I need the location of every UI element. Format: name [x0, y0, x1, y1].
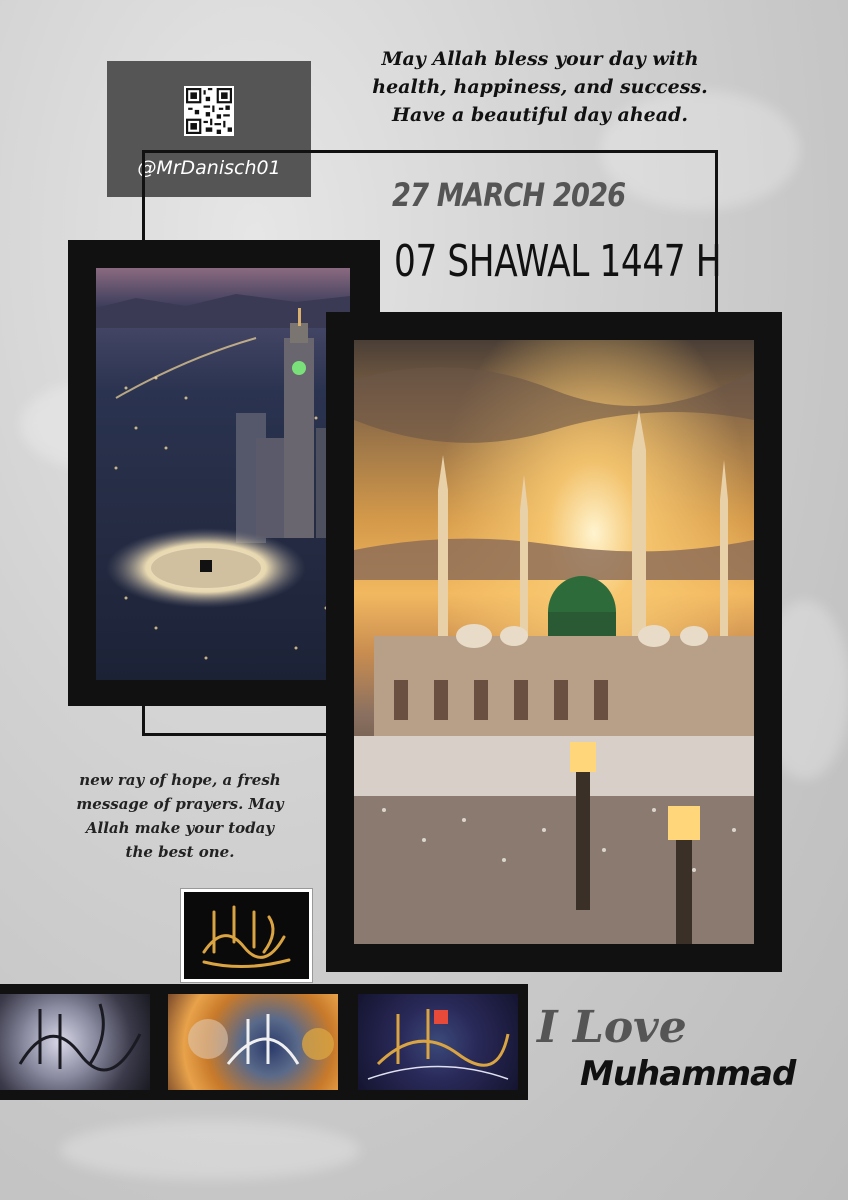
qr-code-icon[interactable] [184, 86, 234, 136]
prayer-line: Allah make your today [85, 819, 275, 837]
greeting-line: May Allah bless your day with [381, 48, 699, 70]
calligraphy-artwork-3 [358, 994, 518, 1090]
madinah-photo [354, 340, 754, 944]
prayer-message [50, 768, 310, 864]
gregorian-date: 27 MARCH 2026 [392, 176, 626, 214]
hijri-date: 07 SHAWAL 1447 H [394, 236, 722, 287]
social-handle[interactable]: @MrDanisch01 [137, 157, 281, 179]
tagline-love: I Love [537, 1002, 687, 1053]
prayer-line: message of prayers. May [76, 795, 284, 813]
tagline-name: Muhammad [580, 1054, 796, 1094]
greeting-line: health, happiness, and success. [372, 76, 708, 98]
calligraphy-tile [184, 892, 309, 979]
prayer-line: the best one. [125, 843, 235, 861]
calligraphy-artwork-1 [0, 994, 150, 1090]
prayer-line: new ray of hope, a fresh [79, 771, 281, 789]
greeting-message [330, 45, 750, 129]
greeting-line: Have a beautiful day ahead. [392, 104, 688, 126]
makkah-photo [96, 268, 350, 680]
calligraphy-artwork-2 [168, 994, 338, 1090]
